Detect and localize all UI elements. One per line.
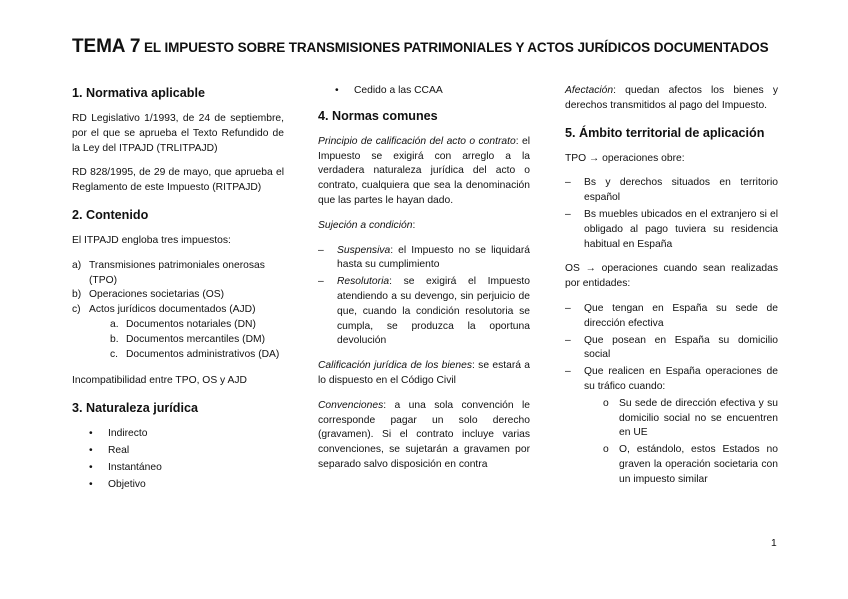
list-item: o Su sede de dirección efectiva y su domicilio social no se encuentren en UE	[603, 397, 778, 439]
list-item: • Indirecto	[89, 428, 148, 440]
column-2	[318, 84, 530, 483]
list-item: a) Transmisiones patrimoniales onerosas (TPO)	[72, 259, 265, 286]
ajd-sublist	[72, 318, 284, 362]
list-item: – Que tengan en España su sede de dirección efectiva	[565, 302, 778, 329]
list-item: – Que realicen en España operaciones de su tráfico cuando:	[565, 366, 778, 392]
list-item: c) Actos jurídicos documentados (AJD)	[72, 304, 256, 316]
section-1-heading: 1. Normativa aplicable	[72, 86, 205, 100]
list-item: c. Documentos administrativos (DA)	[110, 348, 280, 360]
list-item: o O, estándolo, estos Estados no graven la operación societaria con un impuesto similar	[603, 444, 778, 485]
sujecion-condicion: Sujeción a condición:	[318, 219, 416, 231]
section-4-heading: 4. Normas comunes	[318, 108, 438, 123]
tpo-list	[565, 176, 778, 252]
convenciones: Convenciones: a una sola convención le corresponde pagar un solo derecho (gravamen). Si el contrato incluye varias convenciones, se sujetarán a gravamen por separado salvo disposición en contra	[318, 399, 530, 470]
list-item: b) Operaciones societarias (OS)	[72, 289, 225, 301]
title-prefix: TEMA 7	[72, 36, 141, 57]
calificacion-bienes: Calificación jurídica de los bienes: se estará a lo dispuesto en el Código Civil	[318, 360, 530, 386]
afectacion: Afectación: quedan afectos los bienes y derechos transmitidos al pago del Impuesto.	[565, 85, 778, 111]
list-item: – Suspensiva: el Impuesto no se liquidará hasta su cumplimiento	[318, 244, 530, 271]
principio-calificacion: Principio de calificación del acto o contrato: el Impuesto se exigirá con arreglo a la verdadera naturaleza jurídica del acto o contrato, cualquiera que sea la denominación que las partes le hayan dado.	[318, 135, 530, 206]
column-1	[72, 84, 284, 502]
list-item: • Cedido a las CCAA	[335, 85, 443, 96]
tpo-intro: TPO → operaciones obre:	[565, 152, 685, 164]
section-2-heading: 2. Contenido	[72, 207, 149, 222]
section-5-heading: 5. Ámbito territorial de aplicación	[565, 125, 765, 140]
list-item: • Objetivo	[89, 478, 146, 490]
os-intro: OS → operaciones cuando sean realizadas por entidades:	[565, 263, 778, 290]
list-item: a. Documentos notariales (DN)	[110, 318, 256, 330]
list-item: – Bs y derechos situados en territorio español	[565, 177, 778, 204]
list-item: – Que posean en España su domicilio social	[565, 334, 778, 361]
condicion-list	[318, 244, 530, 350]
normativa-paragraph-2: RD 828/1995, de 29 de mayo, que aprueba el Reglamento de este Impuesto (RITPAJD)	[72, 167, 284, 194]
list-item: • Instantáneo	[89, 461, 162, 473]
title-text: EL IMPUESTO SOBRE TRANSMISIONES PATRIMONIALES Y ACTOS JURÍDICOS DOCUMENTADOS	[144, 40, 769, 55]
naturaleza-list	[72, 427, 284, 492]
tax-list	[72, 259, 284, 318]
list-item: b. Documentos mercantiles (DM)	[110, 333, 266, 345]
list-item: – Resolutoria: se exigirá el Impuesto atendiendo a su devengo, sin perjuicio de que, cuando la condición resolutoria se cumpla, se produzca la oportuna devolución	[318, 276, 530, 347]
column-3	[565, 84, 778, 498]
os-sublist	[565, 397, 778, 488]
os-list	[565, 302, 778, 395]
list-item: • Real	[89, 444, 130, 456]
naturaleza-list-continued	[318, 84, 530, 99]
normativa-paragraph-1: RD Legislativo 1/1993, de 24 de septiembre, por el que se aprueba el Texto Refundido de la Ley del ITPAJD (TRLITPAJD)	[72, 113, 284, 154]
contenido-intro: El ITPAJD engloba tres impuestos:	[72, 234, 231, 246]
document-title	[72, 36, 792, 58]
page-number: 1	[771, 538, 777, 549]
incompatibilidad-note: Incompatibilidad entre TPO, OS y AJD	[72, 375, 247, 387]
list-item: – Bs muebles ubicados en el extranjero si el obligado al pago tuviera su residencia habitual en España	[565, 208, 778, 250]
section-3-heading: 3. Naturaleza jurídica	[72, 401, 198, 416]
